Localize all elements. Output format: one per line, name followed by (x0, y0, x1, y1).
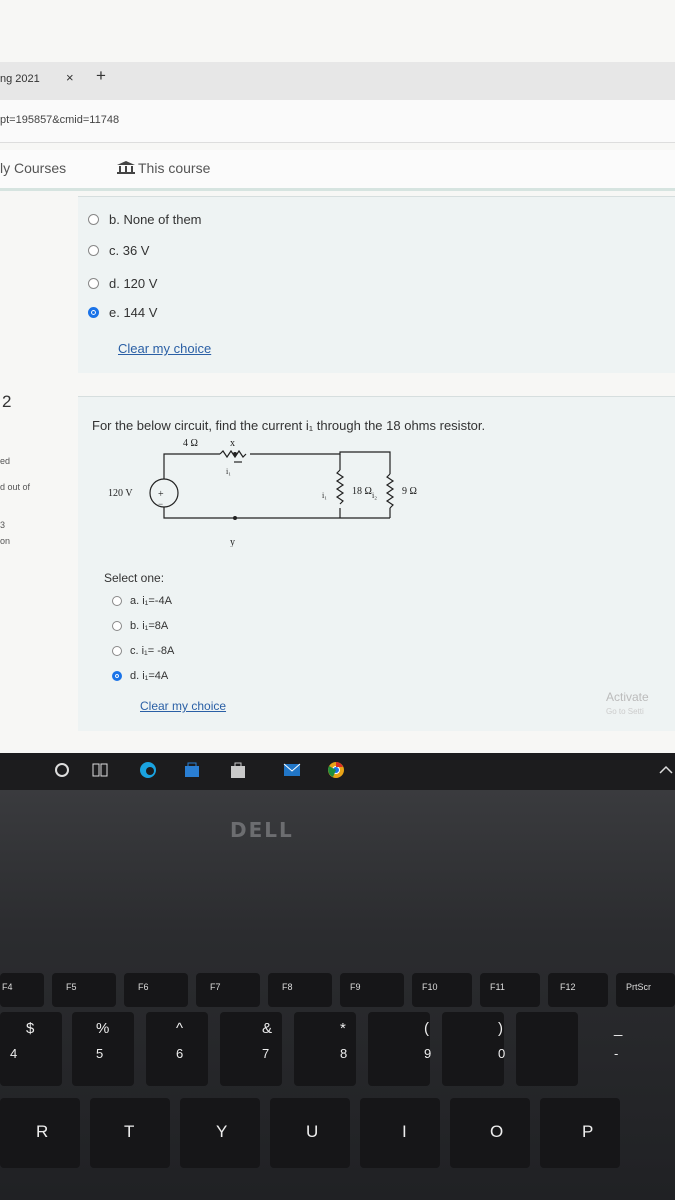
key-i-label: I (402, 1122, 407, 1141)
chrome-icon[interactable] (326, 760, 346, 780)
tab-close-icon[interactable]: × (66, 70, 74, 85)
browser-tab-title[interactable]: ng 2021 (0, 73, 40, 85)
dell-logo: DELL (230, 818, 294, 842)
key-5-bot: 5 (96, 1046, 104, 1061)
key-f7[interactable] (196, 973, 260, 1007)
key-7-top: & (262, 1020, 273, 1037)
key-6-bot: 6 (176, 1046, 184, 1061)
source-label: 120 V (108, 488, 133, 499)
radio-button[interactable] (112, 621, 122, 631)
node-y-dot (233, 516, 237, 520)
nav-my-courses[interactable]: ly Courses (0, 160, 67, 176)
key-minus-top: _ (614, 1020, 623, 1037)
f7-label: F7 (210, 982, 221, 992)
option-label: b. i₁=8A (130, 620, 169, 632)
shopping-bag-icon[interactable] (228, 760, 248, 780)
svg-text:+: + (158, 489, 164, 500)
activate-windows-sub: Go to Setti (606, 707, 644, 716)
question-number: 2 (2, 392, 12, 411)
key-6-top: ^ (176, 1020, 184, 1037)
circuit-diagram (100, 432, 430, 547)
key-4-top: $ (26, 1020, 35, 1037)
key-f12[interactable] (548, 973, 608, 1007)
f6-label: F6 (138, 982, 149, 992)
question-marks: d out of (0, 482, 31, 492)
activate-windows-watermark: Activate (606, 690, 649, 704)
option-label: c. i₁= -8A (130, 645, 175, 657)
option-label: c. 36 V (109, 243, 150, 258)
flag-label[interactable]: on (0, 536, 11, 546)
f11-label: F11 (490, 982, 505, 992)
resistor-9-label: 9 Ω (402, 486, 417, 497)
key-0-top: ) (498, 1020, 503, 1037)
key-4-bot: 4 (10, 1046, 18, 1061)
edge-icon[interactable] (138, 760, 158, 780)
option-label: d. 120 V (109, 276, 158, 291)
key-f8[interactable] (268, 973, 332, 1007)
resistor-18-label: 18 Ω (352, 486, 372, 497)
key-5-top: % (96, 1020, 110, 1037)
radio-button[interactable] (88, 214, 99, 225)
key-7[interactable] (220, 1012, 282, 1086)
key-t-label: T (124, 1122, 135, 1141)
key-i[interactable] (360, 1098, 440, 1168)
q1-option-d[interactable] (88, 276, 157, 291)
key-7-bot: 7 (262, 1046, 270, 1061)
node-x-dot (233, 452, 237, 456)
chevron-up-icon[interactable] (656, 760, 675, 780)
radio-button[interactable] (112, 596, 122, 606)
q2-option-c[interactable] (112, 645, 174, 657)
option-label: d. i₁=4A (130, 670, 169, 682)
key-r-label: R (36, 1122, 49, 1141)
f8-label: F8 (282, 982, 293, 992)
i1-label: i₁ (322, 491, 328, 500)
radio-button[interactable] (88, 278, 99, 289)
q2-clear-choice-link[interactable]: Clear my choice (140, 699, 227, 713)
radio-button-selected[interactable] (88, 307, 99, 318)
store-icon[interactable] (182, 760, 202, 780)
flag-icon[interactable]: 3 (0, 520, 6, 530)
node-x-label: x (230, 438, 235, 449)
key-0-bot: 0 (498, 1046, 506, 1061)
option-label: e. 144 V (109, 305, 158, 320)
course-icon (116, 160, 136, 177)
question-status: ed (0, 456, 11, 466)
node-y-label: y (230, 537, 235, 547)
f10-label: F10 (422, 982, 438, 992)
key-9-bot: 9 (424, 1046, 432, 1061)
radio-button[interactable] (112, 646, 122, 656)
f9-label: F9 (350, 982, 361, 992)
key-f5[interactable] (52, 973, 116, 1007)
key-p-label: P (582, 1122, 594, 1141)
option-label: b. None of them (109, 212, 202, 227)
nav-this-course[interactable]: This course (138, 160, 211, 176)
f4-label: F4 (2, 982, 13, 992)
radio-button-selected[interactable] (112, 671, 122, 681)
key-8-top: * (340, 1020, 346, 1037)
mail-icon[interactable] (282, 760, 302, 780)
key-u-label: U (306, 1122, 319, 1141)
top-current-label: i₁ (226, 467, 232, 476)
site-navbar (0, 150, 675, 191)
f12-label: F12 (560, 982, 576, 992)
key-9-top: ( (424, 1020, 429, 1037)
question-text: For the below circuit, find the current i₁ through the 18 ohms resistor. (92, 418, 486, 433)
new-tab-button[interactable]: + (96, 66, 106, 85)
key-o-label: O (490, 1122, 504, 1141)
prtscr-label: PrtScr (626, 982, 652, 992)
key-0[interactable] (442, 1012, 504, 1086)
select-one-label: Select one: (104, 571, 165, 585)
key-f6[interactable] (124, 973, 188, 1007)
key-p[interactable] (540, 1098, 620, 1168)
url-text[interactable]: pt=195857&cmid=11748 (0, 114, 120, 126)
task-view-icon[interactable] (90, 760, 110, 780)
key-9[interactable] (368, 1012, 430, 1086)
key-f10[interactable] (412, 973, 472, 1007)
key-minus[interactable] (516, 1012, 578, 1086)
svg-text:−: − (158, 499, 164, 509)
resistor-4-label: 4 Ω (183, 438, 198, 449)
cortana-icon[interactable] (52, 760, 72, 780)
option-label: a. i₁=-4A (130, 595, 172, 607)
key-8-bot: 8 (340, 1046, 348, 1061)
i2-label: i₂ (372, 491, 378, 500)
q2-option-b[interactable] (112, 620, 168, 632)
q1-clear-choice-link[interactable]: Clear my choice (118, 341, 212, 356)
q1-option-e[interactable] (88, 305, 157, 320)
key-f11[interactable] (480, 973, 540, 1007)
q2-option-d[interactable] (112, 670, 168, 682)
q2-option-a[interactable] (112, 595, 172, 607)
f5-label: F5 (66, 982, 77, 992)
q1-option-c[interactable] (88, 243, 149, 258)
q1-option-b[interactable] (88, 212, 202, 227)
radio-button[interactable] (88, 245, 99, 256)
key-minus-bot: - (614, 1046, 619, 1061)
key-y-label: Y (216, 1122, 228, 1141)
